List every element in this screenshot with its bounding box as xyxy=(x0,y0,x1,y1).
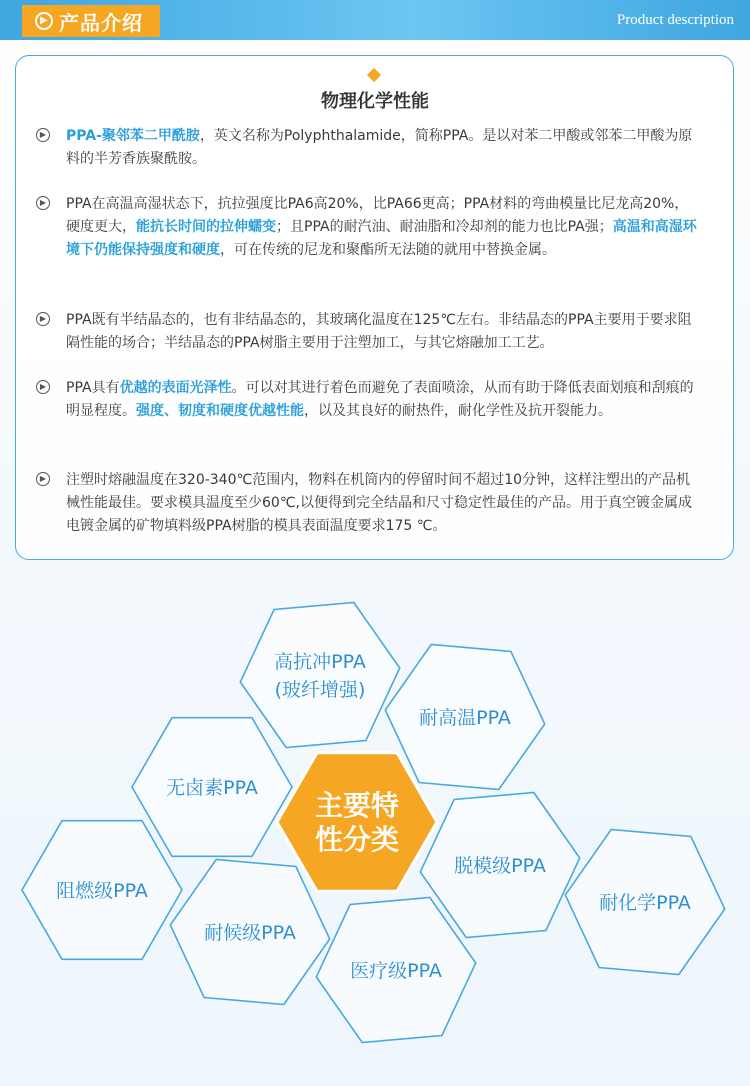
body-text: ，以及其良好的耐热件，耐化学性及抗开裂能力。 xyxy=(304,403,612,419)
feature-hexagon xyxy=(316,898,475,1043)
bullet-arrow-icon: ▶ xyxy=(36,380,50,394)
property-item xyxy=(36,193,701,262)
bullet-arrow-icon: ▶ xyxy=(36,312,50,326)
feature-label: 耐化学PPA xyxy=(599,892,691,914)
body-text: PPA具有 xyxy=(66,380,120,396)
body-text: PPA既有半结晶态的，也有非结晶态的，其玻璃化温度在125℃左右。非结晶态的PPA主要用于要求阻隔性能的场合；半结晶态的PPA树脂主要用于注塑加工，与其它熔融加工工艺。 xyxy=(66,312,692,351)
body-text: ，可在传统的尼龙和聚酯所无法随的就用中替换金属。 xyxy=(220,242,556,258)
feature-label: (玻纤增强) xyxy=(274,679,366,701)
center-label: 性分类 xyxy=(314,823,400,856)
feature-hexagon xyxy=(132,718,292,857)
feature-hexagon xyxy=(385,645,544,790)
feature-label: 耐候级PPA xyxy=(204,922,296,944)
property-text xyxy=(66,125,701,171)
center-hexagon xyxy=(277,753,437,892)
feature-hexagon xyxy=(420,793,579,938)
highlight-text: PPA-聚邻苯二甲酰胺 xyxy=(66,128,200,144)
feature-hexagon xyxy=(22,821,182,960)
section-tab xyxy=(22,5,160,37)
feature-label: 脱模级PPA xyxy=(454,855,546,877)
bullet-arrow-icon: ▶ xyxy=(36,472,50,486)
feature-hexagon xyxy=(240,603,399,748)
property-text xyxy=(66,309,701,355)
highlight-text: 强度、韧度和硬度优越性能 xyxy=(136,403,304,419)
center-label: 主要特 xyxy=(314,789,400,822)
body-text: ，英文名称为Polyphthalamide，简称PPA。是以对苯二甲酸或邻苯二甲酸为原料的半芳香族聚酰胺。 xyxy=(66,128,693,167)
feature-label: 耐高温PPA xyxy=(419,707,511,729)
property-text xyxy=(66,193,701,262)
property-text xyxy=(66,469,701,538)
section-title: 物理化学性能 xyxy=(321,91,429,112)
highlight-text: 能抗长时间的拉伸蠕变 xyxy=(136,219,276,235)
property-item xyxy=(36,125,701,171)
property-item xyxy=(36,469,701,538)
feature-label: 阻燃级PPA xyxy=(56,880,148,902)
header-subtitle: Product description xyxy=(616,12,734,28)
feature-hexagon xyxy=(565,830,724,975)
highlight-text: 优越的表面光泽性 xyxy=(119,380,232,396)
bullet-arrow-icon: ▶ xyxy=(36,128,50,142)
feature-hexagon-diagram xyxy=(0,580,750,1086)
body-text: 。可以对其进行着色而避免了表面喷涂，从而有助于降低表面划痕和刮痕的明显程度。 xyxy=(66,380,694,419)
bullet-arrow-icon: ▶ xyxy=(36,196,50,210)
body-text: 注塑时熔融温度在320-340℃范围内，物料在机筒内的停留时间不超过10分钟，这样注塑出的产品机械性能最佳。要求模具温度至少60℃,以便得到完全结晶和尺寸稳定性最佳的产品。用于真空镀金属成电镀金属的矿物填料级PPA树脂的模具表面温度要求175 ℃。 xyxy=(66,472,692,534)
property-item xyxy=(36,377,701,423)
feature-hexagon xyxy=(170,860,329,1005)
center-hexagon-shape xyxy=(277,753,437,892)
header-title: 产品介绍 xyxy=(59,10,143,35)
highlight-text: 高温和高湿环境下仍能保持强度和硬度 xyxy=(66,219,697,258)
body-text: ；且PPA的耐汽油、耐油脂和冷却剂的能力也比PA强； xyxy=(276,219,613,235)
circle-arrow-right-icon: ▶ xyxy=(35,12,53,30)
feature-label: 医疗级PPA xyxy=(350,960,442,982)
header-bar xyxy=(0,0,750,40)
hexagon-outline xyxy=(240,603,399,748)
feature-label: 无卤素PPA xyxy=(166,777,258,799)
property-item xyxy=(36,309,701,355)
body-text: PPA在高温高湿状态下，抗拉强度比PA6高20%，比PA66更高；PPA材料的弯曲模量比尼龙高20%，硬度更大， xyxy=(66,196,689,235)
feature-label: 高抗冲PPA xyxy=(274,651,366,673)
property-text xyxy=(66,377,701,423)
